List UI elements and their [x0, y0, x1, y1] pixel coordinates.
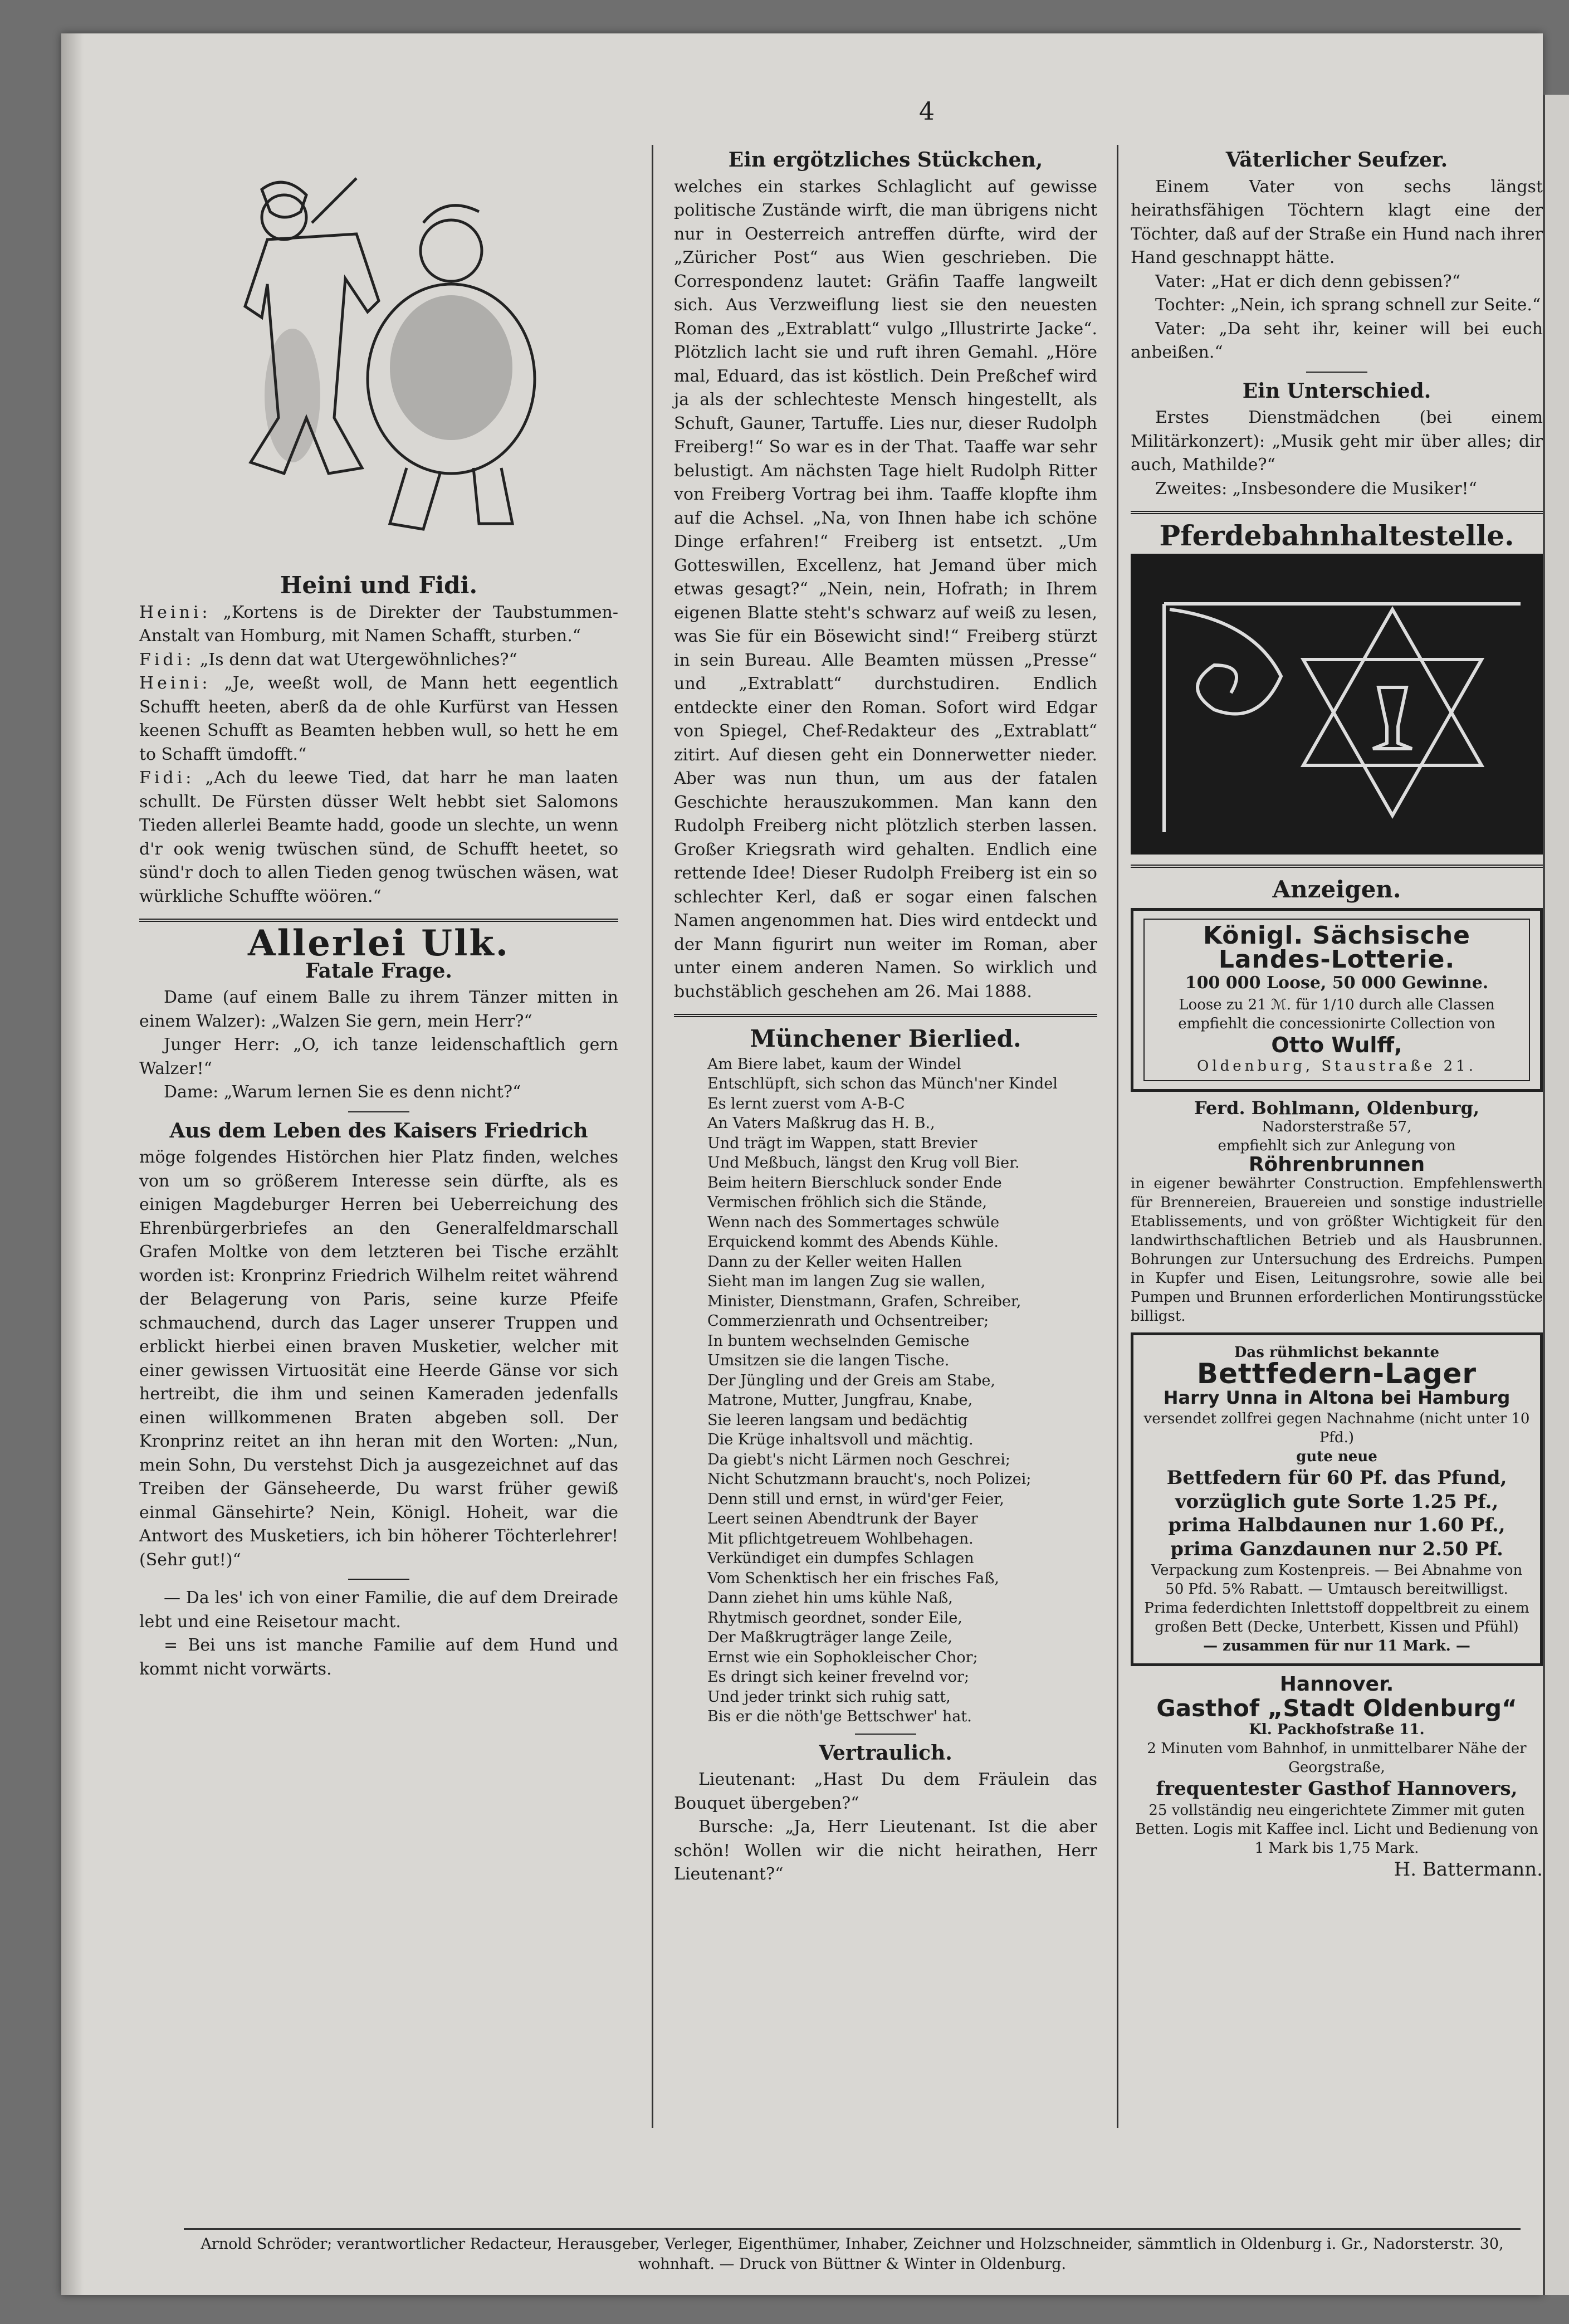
hannover-street: Kl. Packhofstraße 11.	[1249, 1721, 1425, 1738]
divider	[348, 1579, 409, 1580]
column-rule	[652, 145, 653, 2128]
lotterie-ad	[1131, 908, 1543, 1092]
section-rule	[1131, 511, 1543, 514]
poem-line: Und Meßbuch, längst den Krug voll Bier.	[707, 1154, 1020, 1171]
bettfedern-title: Bettfedern-Lager	[1196, 1358, 1477, 1390]
poem-line: An Vaters Maßkrug das H. B.,	[707, 1115, 935, 1132]
hannover-headline: frequentester Gasthof Hannovers,	[1156, 1778, 1518, 1800]
poem-line: Leert seinen Abendtrunk der Bayer	[707, 1510, 978, 1527]
bettfedern-price: Bettfedern für 60 Pf. das Pfund,	[1166, 1467, 1507, 1489]
seufzer-line: Einem Vater von sechs längst heirathsfähigen Töchtern klagt eine der Töchter, daß auf der Straße ein Hund nach ihrer Hand geschnappt hätte.	[1131, 177, 1543, 267]
column-1	[139, 145, 618, 1681]
bohlmann-ad	[1131, 1098, 1543, 1326]
seufzer-line: Tochter: „Nein, ich sprang schnell zur Seite.“	[1155, 295, 1541, 315]
poem-line: Da giebt's nicht Lärmen noch Geschrei;	[707, 1451, 1010, 1468]
bohlmann-name: Ferd. Bohlmann, Oldenburg,	[1194, 1097, 1480, 1119]
poem-line: Es dringt sich keiner frevelnd vor;	[707, 1668, 970, 1686]
unterschied-line: Erstes Dienstmädchen (bei einem Militärkonzert): „Musik geht mir über alles; dir auch, Mathilde?“	[1131, 408, 1543, 475]
bohlmann-line: empfiehlt sich zur Anlegung von	[1218, 1137, 1456, 1154]
poem-line: Vom Schenktisch her ein frisches Faß,	[707, 1569, 1000, 1587]
fatale-frage-title: Fatale Frage.	[305, 959, 452, 983]
poem-line: Entschlüpft, sich schon das Münch'ner Kindel	[707, 1075, 1058, 1092]
pferdebahn-sign-illustration	[1131, 554, 1543, 855]
poem-line: Erquickend kommt des Abends Kühle.	[707, 1233, 999, 1251]
kaiser-friedrich-text: möge folgendes Histörchen hier Platz finden, welches von um so größerem Interesse sein dürfte, als es einigen Magdeburger Herren bei Ueberreichung des Ehrenbürgerbriefes an den Generalfeldmarschall Grafen Moltke von dem letzteren bei Tische erzählt worden ist: Kronprinz Friedrich Wilhelm reitet während der Belagerung von Paris, seine kurze Pfeife schmauchend, durch das Lager unserer Truppen und erblickt hierbei einen braven Musketier, welcher mit einer gewissen Virtuosität eine Heerde Gänse vor sich hertreibt, die ihm und seinen Kameraden jedenfalls einen willkommenen Braten abgeben soll. Der Kronprinz reitet an ihn heran mit den Worten: „Nun, mein Sohn, Du verstehst Dich ja ausgezeichnet auf das Treiben der Gänseheerde, Du warst früher gewiß einmal Gänsehirte? Nein, Königl. Hoheit, war die Antwort des Musketiers, ich bin höherer Töchterlehrer! (Sehr gut!)“	[139, 1148, 618, 1570]
bettfedern-price: vorzüglich gute Sorte 1.25 Pf.,	[1175, 1490, 1499, 1513]
poem-line: Minister, Dienstmann, Grafen, Schreiber,	[707, 1292, 1021, 1310]
sign-drawing	[1131, 554, 1543, 855]
poem-line: Mit pflichtgetreuem Wohlbehagen.	[707, 1530, 974, 1547]
column-3	[1131, 145, 1543, 1881]
heini-fidi-illustration	[184, 156, 574, 568]
hannover-city: Hannover.	[1279, 1673, 1394, 1696]
divider	[855, 1734, 916, 1735]
section-rule	[139, 919, 618, 922]
bettfedern-price: prima Ganzdaunen nur 2.50 Pf.	[1170, 1537, 1503, 1560]
poem-line: Commerzienrath und Ochsentreiber;	[707, 1312, 989, 1330]
bettfedern-pre: Das rühmlichst bekannte	[1234, 1344, 1440, 1361]
poem-line: Sie leeren langsam und bedächtig	[707, 1411, 968, 1429]
speaker: Heini:	[139, 673, 211, 693]
hannover-name: Gasthof „Stadt Oldenburg“	[1156, 1694, 1517, 1722]
poem-line: Der Jüngling und der Greis am Stabe,	[707, 1371, 996, 1389]
lotterie-line1: 100 000 Loose, 50 000 Gewinne.	[1185, 973, 1489, 993]
poem-line: In buntem wechselnden Gemische	[707, 1332, 970, 1350]
section-rule	[674, 1014, 1097, 1017]
poem-line: Die Krüge inhaltsvoll und mächtig.	[707, 1431, 974, 1448]
stueckchen-title: Ein ergötzliches Stückchen,	[728, 148, 1043, 172]
bierlied-title: Münchener Bierlied.	[750, 1025, 1021, 1052]
bohlmann-text: in eigener bewährter Construction. Empfehlenswerth für Brennereien, Brauereien und sonstige industrielle Etablissements, und von größter Wichtigkeit für den landwirthschaftlichen Betrieb und als Hausbrunnen. Bohrungen zur Untersuchung des Erdreichs. Pumpen in Kupfer und Eisen, Leitungsrohre, sowie alle bei Pumpen und Brunnen erforderlichen Montirungsstücke billigst.	[1131, 1175, 1543, 1325]
seufzer-line: Vater: „Hat er dich denn gebissen?“	[1155, 271, 1461, 291]
unterschied-title: Ein Unterschied.	[1242, 379, 1431, 403]
vertraulich-title: Vertraulich.	[819, 1741, 952, 1765]
poem-line: Matrone, Mutter, Jungfrau, Knabe,	[707, 1392, 973, 1409]
bohlmann-street: Nadorsterstraße 57,	[1262, 1119, 1412, 1135]
section-rule	[1131, 865, 1543, 868]
poem-line: Ernst wie ein Sophokleischer Chor;	[707, 1648, 978, 1666]
poem-line: Sieht man im langen Zug sie wallen,	[707, 1273, 986, 1290]
vertraulich-line: Bursche: „Ja, Herr Lieutenant. Ist die aber schön! Wollen wir die nicht heirathen, Herr Lieutenant?“	[674, 1817, 1097, 1884]
poem-line: Verkündiget ein dumpfes Schlagen	[707, 1550, 974, 1567]
lotterie-address: Oldenburg, Staustraße 21.	[1197, 1058, 1477, 1075]
column-2	[674, 145, 1097, 1887]
speaker: Heini:	[139, 602, 211, 622]
divider	[348, 1111, 409, 1112]
dialogue-text: „Ach du leewe Tied, dat harr he man laaten schullt. De Fürsten düsser Welt hebbt siet Salomons Tieden allerlei Beamte hadd, goode un slechte, un wenn d'r ook wenig twüschen sünd, de Schufft heetet, so sünd'r doch to allen Tieden genog twüschen wäsen, wat würkliche Schuffte wöören.“	[139, 768, 618, 906]
bettfedern-inlett: Prima federdichten Inlettstoff doppeltbreit zu einem großen Bett (Decke, Unterbett, Kissen und Pfühl)	[1144, 1600, 1529, 1635]
lotterie-title: Königl. Sächsische Landes-Lotterie.	[1203, 921, 1471, 974]
speaker: Fidi:	[139, 650, 195, 670]
bettfedern-gute: gute neue	[1296, 1448, 1377, 1465]
poem-line: Es lernt zuerst vom A-B-C	[707, 1095, 905, 1112]
fatale-line: Junger Herr: „O, ich tanze leidenschaftlich gern Walzer!“	[139, 1035, 618, 1078]
bettfedern-price: prima Halbdaunen nur 1.60 Pf.,	[1168, 1514, 1506, 1536]
poem-line: Dann ziehet hin ums kühle Naß,	[707, 1589, 953, 1607]
poem-line: Nicht Schutzmann braucht's, noch Polizei;	[707, 1471, 1032, 1488]
poem-line: Umsitzen sie die langen Tische.	[707, 1352, 950, 1369]
page-number: 4	[919, 97, 935, 126]
fatale-line: Dame (auf einem Balle zu ihrem Tänzer mitten in einem Walzer): „Walzen Sie gern, mein Herr?“	[139, 988, 618, 1031]
bettfedern-terms: Verpackung zum Kostenpreis. — Bei Abnahme von 50 Pfd. 5% Rabatt. — Umtausch bereitwilligst.	[1151, 1562, 1523, 1598]
lotterie-line2: Loose zu 21 ℳ. für 1/10 durch alle Classen empfiehlt die concessionirte Collection von	[1178, 996, 1495, 1032]
dialogue-text: „Is denn dat wat Utergewöhnliches?“	[199, 650, 517, 670]
bettfedern-ad	[1131, 1332, 1543, 1666]
dialogue-text: „Je, weeßt woll, de Mann hett eegentlich Schufft heeten, aberß da de ohle Kurfürst van Hessen keenen Schufft as Beamten hebben wull, so hett he em to Schafft ümdofft.“	[139, 673, 618, 764]
kaiser-friedrich-title: Aus dem Leben des Kaisers Friedrich	[169, 1119, 588, 1143]
hannover-owner: H. Battermann.	[1394, 1858, 1543, 1881]
heini-fidi-title: Heini und Fidi.	[280, 572, 478, 599]
poem-line: Dann zu der Keller weiten Hallen	[707, 1253, 962, 1271]
allerlei-ulk-title: Allerlei Ulk.	[247, 922, 510, 964]
unterschied-line: Zweites: „Insbesondere die Musiker!“	[1155, 479, 1477, 499]
poem-line: Vermischen fröhlich sich die Stände,	[707, 1194, 988, 1211]
bettfedern-zusammen: — zusammen für nur 11 Mark. —	[1203, 1638, 1470, 1654]
seufzer-line: Vater: „Da seht ihr, keiner will bei euch anbeißen.“	[1131, 319, 1543, 362]
dreirad-joke: — Da les' ich von einer Familie, die auf dem Dreirade lebt und eine Reisetour macht.	[139, 1588, 618, 1632]
poem-line: Und jeder trinkt sich ruhig satt,	[707, 1688, 951, 1706]
bettfedern-ship: versendet zollfrei gegen Nachnahme (nicht unter 10 Pfd.)	[1143, 1410, 1530, 1446]
poem-line: Und trägt im Wappen, statt Brevier	[707, 1134, 977, 1152]
familie-joke: = Bei uns ist manche Familie auf dem Hund und kommt nicht vorwärts.	[139, 1635, 618, 1679]
seufzer-title: Väterlicher Seufzer.	[1225, 148, 1448, 172]
poem-line: Rhytmisch geordnet, sonder Eile,	[707, 1609, 962, 1627]
poem-line: Am Biere labet, kaum der Windel	[707, 1055, 961, 1073]
bohlmann-title: Röhrenbrunnen	[1248, 1153, 1425, 1176]
hannover-line: 2 Minuten vom Bahnhof, in unmittelbarer Nähe der Georgstraße,	[1147, 1740, 1527, 1776]
poem-line: Wenn nach des Sommertages schwüle	[707, 1213, 1000, 1231]
poem-line: Der Maßkrugträger lange Zeile,	[707, 1629, 952, 1646]
vertraulich-line: Lieutenant: „Hast Du dem Fräulein das Bouquet übergeben?“	[674, 1770, 1097, 1813]
adjacent-page-edge	[1543, 95, 1569, 2295]
hannover-ad	[1131, 1673, 1543, 1881]
fatale-line: Dame: „Warum lernen Sie es denn nicht?“	[164, 1082, 521, 1102]
bierlied-poem	[707, 1054, 1097, 1727]
poem-line: Bis er die nöth'ge Bettschwer' hat.	[707, 1708, 972, 1725]
pferdebahn-title: Pferdebahnhaltestelle.	[1159, 519, 1514, 552]
divider	[1306, 372, 1367, 373]
lotterie-name: Otto Wulff,	[1271, 1032, 1402, 1057]
stueckchen-text: welches ein starkes Schlaglicht auf gewisse politische Zustände wirft, die man übrigens nicht nur in Oesterreich antreffen dürfte, wird der „Züricher Post“ aus Wien geschrieben. Die Correspondenz lautet: Gräfin Taaffe langweilt sich. Aus Verzweiflung liest sie den neuesten Roman des „Extrablatt“ vulgo „Illustrirte Jacke“. Plötzlich lacht sie und ruft ihren Gemahl. „Höre mal, Eduard, das ist köstlich. Dein Preßchef wird ja als der schlechteste Mensch hingestellt, als Schuft, Gauner, Tartuffe. Lies nur, dieser Rudolph Freiberg!“ So war es in der That. Taaffe war sehr belustigt. Am nächsten Tage hielt Rudolph Ritter von Freiberg Vortrag bei ihm. Taaffe klopfte ihm auf die Achsel. „Na, von Ihnen habe ich schöne Dinge erfahren!“ Freiberg ist entsetzt. „Um Gotteswillen, Excellenz, hat Jemand über mich etwas gesagt?“ „Nein, nein, Hofrath; in Ihrem eigenen Blatte steht's schwarz auf weiß zu lesen, was Sie für ein Bösewicht sind!“ Freiberg stürzt in sein Bureau. Alle Beamten müssen „Presse“ und „Extrablatt“ durchstudiren. Endlich entdeckte einer den Roman. Sofort wird Edgar von Spiegel, Chef-Redakteur des „Extrablatt“ zitirt. Auf diesen geht ein Donnerwetter nieder. Aber was nun thun, um aus der fatalen Geschichte herauszukommen. Man kann den Rudolph Freiberg nicht plötzlich sterben lassen. Großer Kriegsrath wird gehalten. Endlich eine rettende Idee! Dieser Rudolph Freiberg ist ein so schlechter Kerl, daß er sogar einen falschen Namen angenommen hat. Dies wird entdeckt und der Mann figurirt nun weiter im Roman, aber unter einem anderen Namen. So wirklich und buchstäblich geschehen am 26. Mai 1888.	[674, 177, 1097, 1002]
hannover-text: 25 vollständig neu eingerichtete Zimmer mit guten Betten. Logis mit Kaffee incl. Licht und Bedienung von 1 Mark bis 1,75 Mark.	[1135, 1801, 1538, 1857]
poem-line: Beim heitern Bierschluck sonder Ende	[707, 1174, 1002, 1192]
anzeigen-title: Anzeigen.	[1272, 875, 1401, 903]
poem-line: Denn still und ernst, in würd'ger Feier,	[707, 1490, 1004, 1508]
bettfedern-firm: Harry Unna in Altona bei Hamburg	[1163, 1386, 1511, 1408]
imprint-footer: Arnold Schröder; verantwortlicher Redacteur, Herausgeber, Verleger, Eigenthümer, Inhaber, Zeichner und Holzschneider, sämmtlich in Oldenburg i. Gr., Nadorsterstr. 30, wohnhaft. — Druck von Büttner & Winter in Oldenburg.	[184, 2228, 1521, 2274]
speaker: Fidi:	[139, 768, 195, 788]
dialogue-text: „Kortens is de Direkter der Taubstummen-Anstalt van Homburg, mit Namen Schafft, sturben.“	[139, 602, 619, 646]
column-rule	[1117, 145, 1118, 2128]
